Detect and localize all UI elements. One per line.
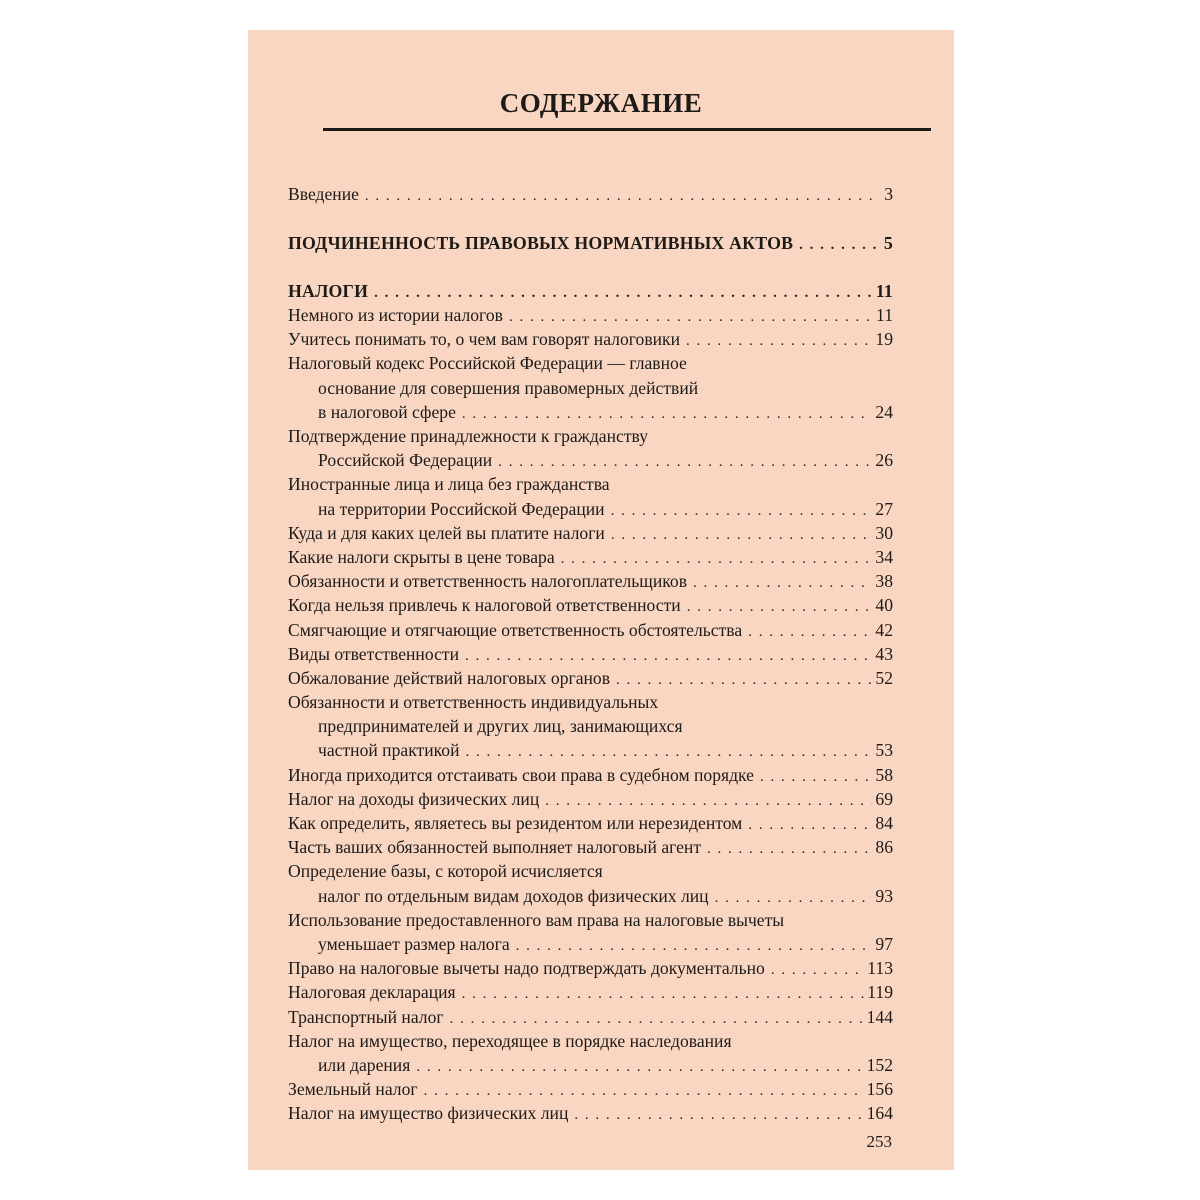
toc-entry-page: 43: [875, 643, 893, 664]
toc-entry-page: 3: [884, 184, 893, 204]
toc-entry-title: Иногда приходится отстаивать свои права в судебном порядке: [288, 764, 754, 785]
toc-entry-page: 11: [876, 305, 893, 326]
toc-entry-title: частной практикой: [318, 740, 460, 761]
toc-entry-title: налог по отдельным видам доходов физических лиц: [318, 885, 709, 906]
toc-leader: [466, 740, 873, 764]
toc-entry-page: 164: [866, 1103, 893, 1124]
toc-entry: [288, 763, 893, 787]
toc-entry-title: Обязанности и ответственность налогоплательщиков: [288, 571, 688, 592]
toc-entry-title: Обжалование действий налоговых органов: [288, 667, 611, 688]
toc-entry: [288, 1077, 893, 1101]
toc-entry-page: 40: [875, 595, 893, 616]
toc-entry: [288, 182, 893, 206]
toc-entry-title: Немного из истории налогов: [288, 305, 503, 326]
toc-entry-page: 27: [875, 498, 893, 519]
toc-leader: [799, 233, 876, 257]
toc-entry: [288, 859, 893, 907]
book-page: [248, 30, 954, 1170]
toc-entry-title: Учитесь понимать то, о чем вам говорят налоговики: [288, 329, 681, 350]
toc-entry-title: уменьшает размер налога: [318, 933, 510, 954]
toc-entry-page: 86: [875, 837, 893, 858]
toc-entry-page: 53: [875, 740, 893, 761]
toc-entry-title: на территории Российской Федерации: [318, 498, 605, 519]
toc-entry-page: 113: [867, 958, 893, 979]
toc-entry: [288, 593, 893, 617]
toc-leader: [462, 982, 865, 1006]
toc-leader: [760, 765, 872, 789]
toc-entry: [288, 1005, 893, 1029]
toc-leader: [498, 450, 872, 474]
toc-leader: [424, 1079, 864, 1103]
toc-entry-title: Когда нельзя привлечь к налоговой ответственности: [288, 595, 681, 616]
toc-entry-page: 5: [883, 232, 893, 253]
toc-leader: [715, 886, 873, 910]
toc-entry-line: Налог на имущество, переходящее в порядке наследования: [288, 1030, 732, 1051]
toc-leader: [509, 305, 873, 329]
toc-entry-page: 152: [866, 1054, 893, 1075]
toc-entry-title: Налоговая декларация: [288, 982, 456, 1003]
toc-entry-title: или дарения: [318, 1054, 411, 1075]
toc-leader: [611, 499, 873, 523]
toc-entry-page: 58: [875, 764, 893, 785]
toc-entry: [288, 327, 893, 351]
toc-entry: [288, 956, 893, 980]
toc-leader: [687, 595, 873, 619]
toc-entry-title: Какие налоги скрыты в цене товара: [288, 546, 555, 567]
toc-entry-title: Российской Федерации: [318, 450, 493, 471]
toc-leader: [545, 789, 872, 813]
toc-entry: [288, 690, 893, 763]
page-title: СОДЕРЖАНИЕ: [499, 88, 703, 118]
toc-entry-page: 30: [875, 522, 893, 543]
toc-leader: [771, 958, 864, 982]
toc-leader: [516, 934, 873, 958]
title-rule: [323, 128, 931, 131]
toc-entry-title: Куда и для каких целей вы платите налоги: [288, 522, 605, 543]
toc-entry-line: Определение базы, с которой исчисляется: [288, 861, 603, 882]
toc-entry-page: 156: [866, 1079, 893, 1100]
toc-entry-title: Как определить, являетесь вы резидентом или нерезидентом: [288, 813, 743, 833]
toc-entry: [288, 1029, 893, 1077]
toc-entry-page: 26: [875, 450, 893, 471]
toc-entry-page: 84: [875, 813, 893, 833]
toc-entry-title: Введение: [288, 184, 359, 204]
toc-leader: [365, 184, 876, 208]
table-of-contents: [288, 182, 893, 1125]
toc-entry: [288, 642, 893, 666]
toc-entry: [288, 787, 893, 811]
toc-entry: [288, 351, 893, 424]
toc-entry-title: Налог на доходы физических лиц: [288, 788, 540, 809]
toc-entry-page: 24: [875, 401, 893, 422]
toc-entry: [288, 545, 893, 569]
toc-entry: [288, 569, 893, 593]
toc-leader: [686, 329, 872, 353]
toc-entry-title: Право на налоговые вычеты надо подтверждать документально: [288, 958, 765, 979]
toc-entry: [288, 521, 893, 545]
toc-leader: [374, 281, 873, 305]
page-number: 253: [866, 1132, 892, 1151]
toc-entry: [288, 303, 893, 327]
toc-entry: [288, 666, 893, 690]
toc-entry: [288, 424, 893, 472]
toc-entry-title: Транспортный налог: [288, 1006, 444, 1027]
toc-entry: [288, 231, 893, 255]
toc-leader: [416, 1055, 863, 1079]
toc-entry: [288, 1101, 893, 1125]
toc-leader: [611, 523, 873, 547]
toc-entry-title: в налоговой сфере: [318, 401, 456, 422]
toc-entry: [288, 811, 893, 835]
toc-entry-page: 97: [875, 933, 893, 954]
toc-leader: [561, 547, 873, 571]
toc-entry-line: Обязанности и ответственность индивидуальных: [288, 692, 659, 713]
toc-entry-line: Налоговый кодекс Российской Федерации — главное: [288, 353, 687, 374]
toc-entry-title: ПОДЧИНЕННОСТЬ ПРАВОВЫХ НОРМАТИВНЫХ АКТОВ: [288, 232, 794, 253]
toc-entry-page: 119: [867, 982, 893, 1003]
toc-entry-title: Виды ответственности: [288, 643, 459, 664]
toc-leader: [748, 620, 872, 644]
toc-entry-title: Смягчающие и отягчающие ответственность обстоятельства: [288, 619, 743, 640]
toc-entry-page: 144: [866, 1006, 893, 1027]
toc-entry-page: 69: [875, 788, 893, 809]
toc-entry-page: 34: [875, 546, 893, 567]
toc-leader: [616, 668, 872, 692]
toc-entry: [288, 279, 893, 303]
toc-entry: [288, 618, 893, 642]
toc-leader: [693, 571, 872, 595]
toc-leader: [450, 1007, 864, 1031]
toc-entry-title: Часть ваших обязанностей выполняет налоговый агент: [288, 837, 702, 858]
toc-leader: [574, 1103, 863, 1127]
toc-entry-page: 38: [875, 571, 893, 592]
toc-entry-line: Использование предоставленного вам права на налоговые вычеты: [288, 909, 785, 930]
toc-entry-line: Иностранные лица и лица без гражданства: [288, 474, 610, 495]
toc-entry-title: Налог на имущество физических лиц: [288, 1103, 569, 1124]
toc-leader: [748, 813, 872, 837]
toc-entry-title: НАЛОГИ: [288, 280, 369, 301]
toc-leader: [462, 402, 873, 426]
toc-entry-line: предпринимателей и других лиц, занимающихся: [318, 716, 683, 737]
toc-entry: [288, 908, 893, 956]
toc-entry-line: основание для совершения правомерных действий: [318, 377, 699, 398]
toc-entry-page: 19: [875, 329, 893, 350]
toc-entry-page: 93: [875, 885, 893, 906]
toc-entry: [288, 472, 893, 520]
toc-leader: [707, 837, 872, 861]
toc-entry-line: Подтверждение принадлежности к гражданству: [288, 426, 649, 446]
toc-entry-page: 11: [875, 280, 893, 301]
toc-entry: [288, 980, 893, 1004]
toc-entry: [288, 835, 893, 859]
toc-entry-page: 42: [875, 619, 893, 640]
toc-entry-title: Земельный налог: [288, 1079, 418, 1100]
toc-entry-page: 52: [875, 667, 893, 688]
toc-leader: [465, 644, 872, 668]
